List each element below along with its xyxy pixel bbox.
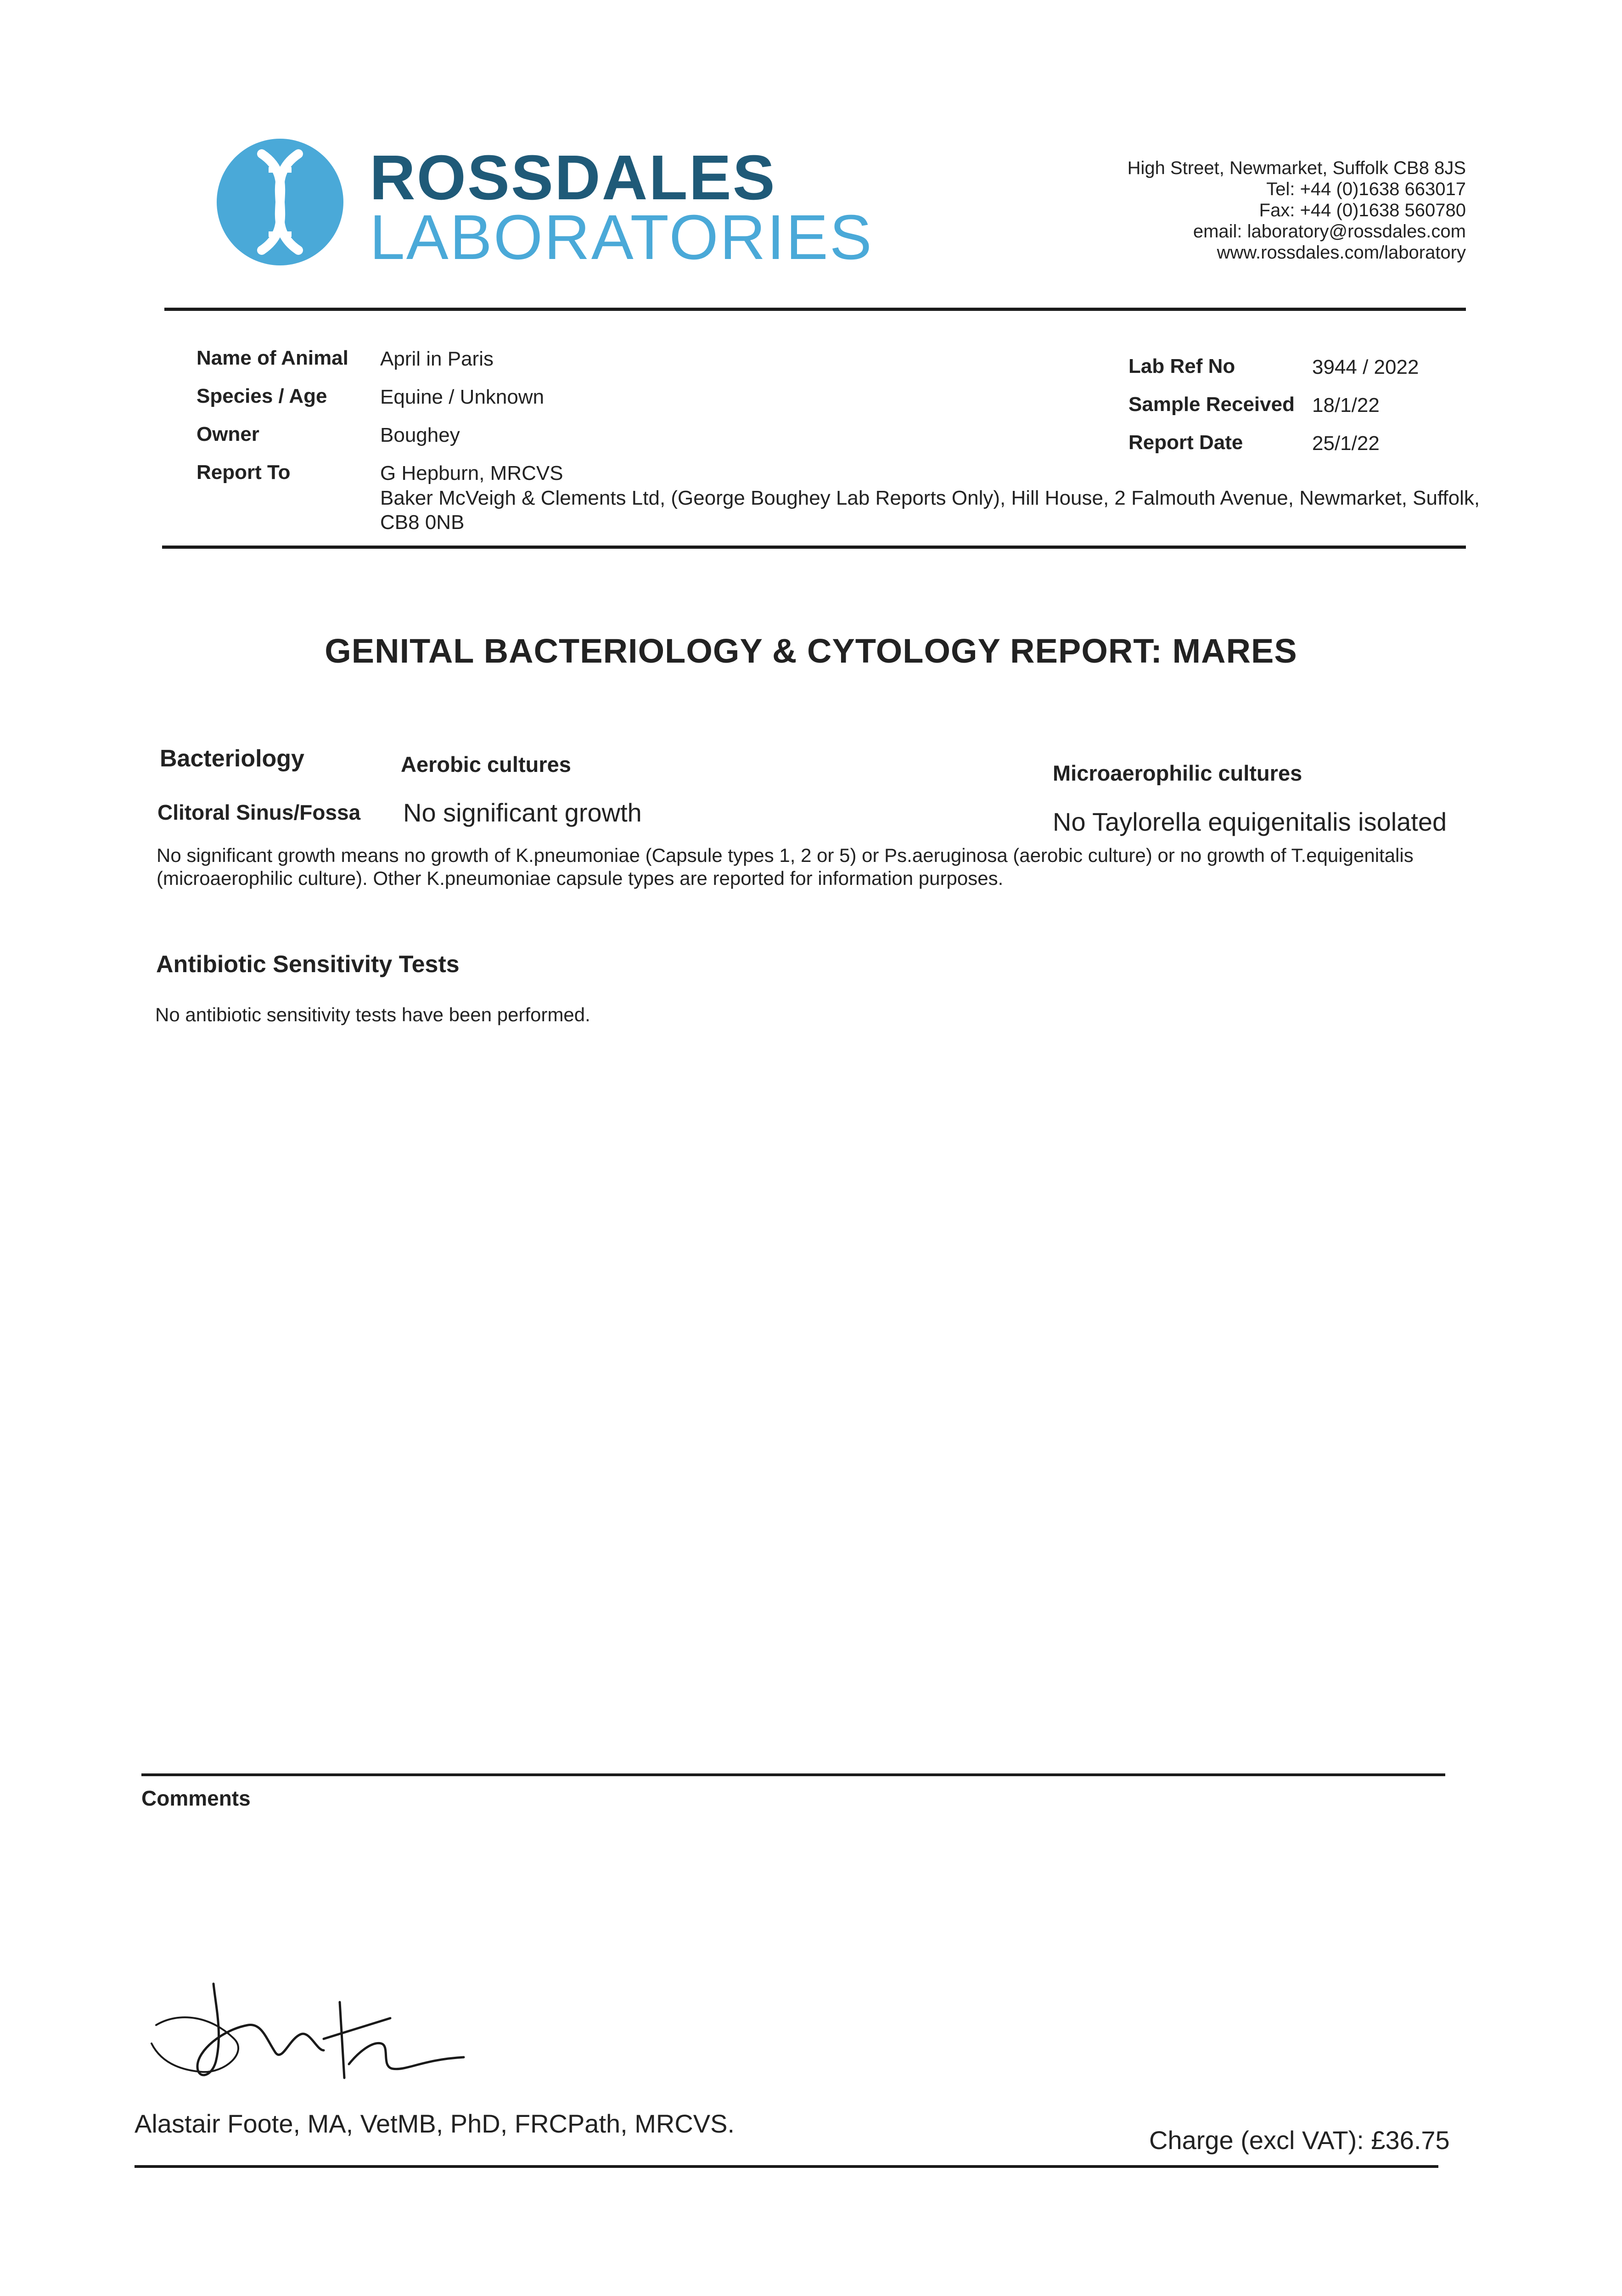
report-date-value: 25/1/22: [1312, 432, 1380, 455]
aerobic-cultures-heading: Aerobic cultures: [401, 752, 571, 777]
species-age-label: Species / Age: [196, 385, 327, 407]
species-age-value: Equine / Unknown: [380, 386, 544, 408]
report-to-line2: Baker McVeigh & Clements Ltd, (George Boughey Lab Reports Only), Hill House, 2 Falmouth Avenue, Newmarket, Suffolk,: [380, 487, 1480, 509]
aerobic-result: No significant growth: [403, 798, 642, 827]
animal-name-label: Name of Animal: [196, 347, 348, 369]
footer-divider: [135, 2165, 1438, 2168]
bacteriology-heading: Bacteriology: [160, 745, 304, 772]
report-date-label: Report Date: [1128, 431, 1243, 454]
header-divider: [164, 308, 1466, 311]
sample-received-value: 18/1/22: [1312, 394, 1380, 416]
animal-name-value: April in Paris: [380, 348, 494, 370]
fax: Fax: +44 (0)1638 560780: [1259, 200, 1466, 220]
dna-helix-icon: [216, 138, 344, 266]
brand-name-rossdales: ROSSDALES: [370, 142, 776, 213]
lab-ref-label: Lab Ref No: [1128, 355, 1235, 377]
website: www.rossdales.com/laboratory: [1217, 242, 1466, 263]
charge: Charge (excl VAT): £36.75: [1149, 2126, 1450, 2155]
antibiotic-heading: Antibiotic Sensitivity Tests: [156, 951, 460, 978]
interpretation-note-line1: No significant growth means no growth of K.pneumoniae (Capsule types 1, 2 or 5) or Ps.aeruginosa (aerobic culture) or no growth of T.equigenitalis: [157, 844, 1414, 866]
address: High Street, Newmarket, Suffolk CB8 8JS: [1127, 158, 1466, 178]
owner-label: Owner: [196, 423, 259, 445]
signatory-name: Alastair Foote, MA, VetMB, PhD, FRCPath, MRCVS.: [135, 2109, 735, 2138]
contact-block: [1128, 158, 1466, 263]
antibiotic-text: No antibiotic sensitivity tests have been performed.: [155, 1004, 590, 1025]
comments-heading: Comments: [141, 1786, 251, 1810]
details-divider: [162, 546, 1466, 549]
brand-name-laboratories: LABORATORIES: [370, 202, 873, 273]
interpretation-note-line2: (microaerophilic culture). Other K.pneumoniae capsule types are reported for information purposes.: [157, 867, 1004, 889]
lab-ref-value: 3944 / 2022: [1312, 356, 1419, 378]
report-title: GENITAL BACTERIOLOGY & CYTOLOGY REPORT: MARES: [325, 632, 1297, 670]
report-to-line3: CB8 0NB: [380, 511, 465, 534]
comments-divider: [141, 1773, 1445, 1776]
microaerophilic-cultures-heading: Microaerophilic cultures: [1053, 761, 1302, 785]
owner-value: Boughey: [380, 424, 460, 446]
email: email: laboratory@rossdales.com: [1193, 221, 1466, 242]
report-to-line1: G Hepburn, MRCVS: [380, 462, 563, 484]
signature-image: [142, 1970, 477, 2089]
microaerophilic-result: No Taylorella equigenitalis isolated: [1053, 807, 1447, 836]
telephone: Tel: +44 (0)1638 663017: [1266, 179, 1466, 199]
sample-received-label: Sample Received: [1128, 393, 1295, 416]
sample-site: Clitoral Sinus/Fossa: [157, 800, 361, 824]
report-to-label: Report To: [196, 461, 291, 484]
